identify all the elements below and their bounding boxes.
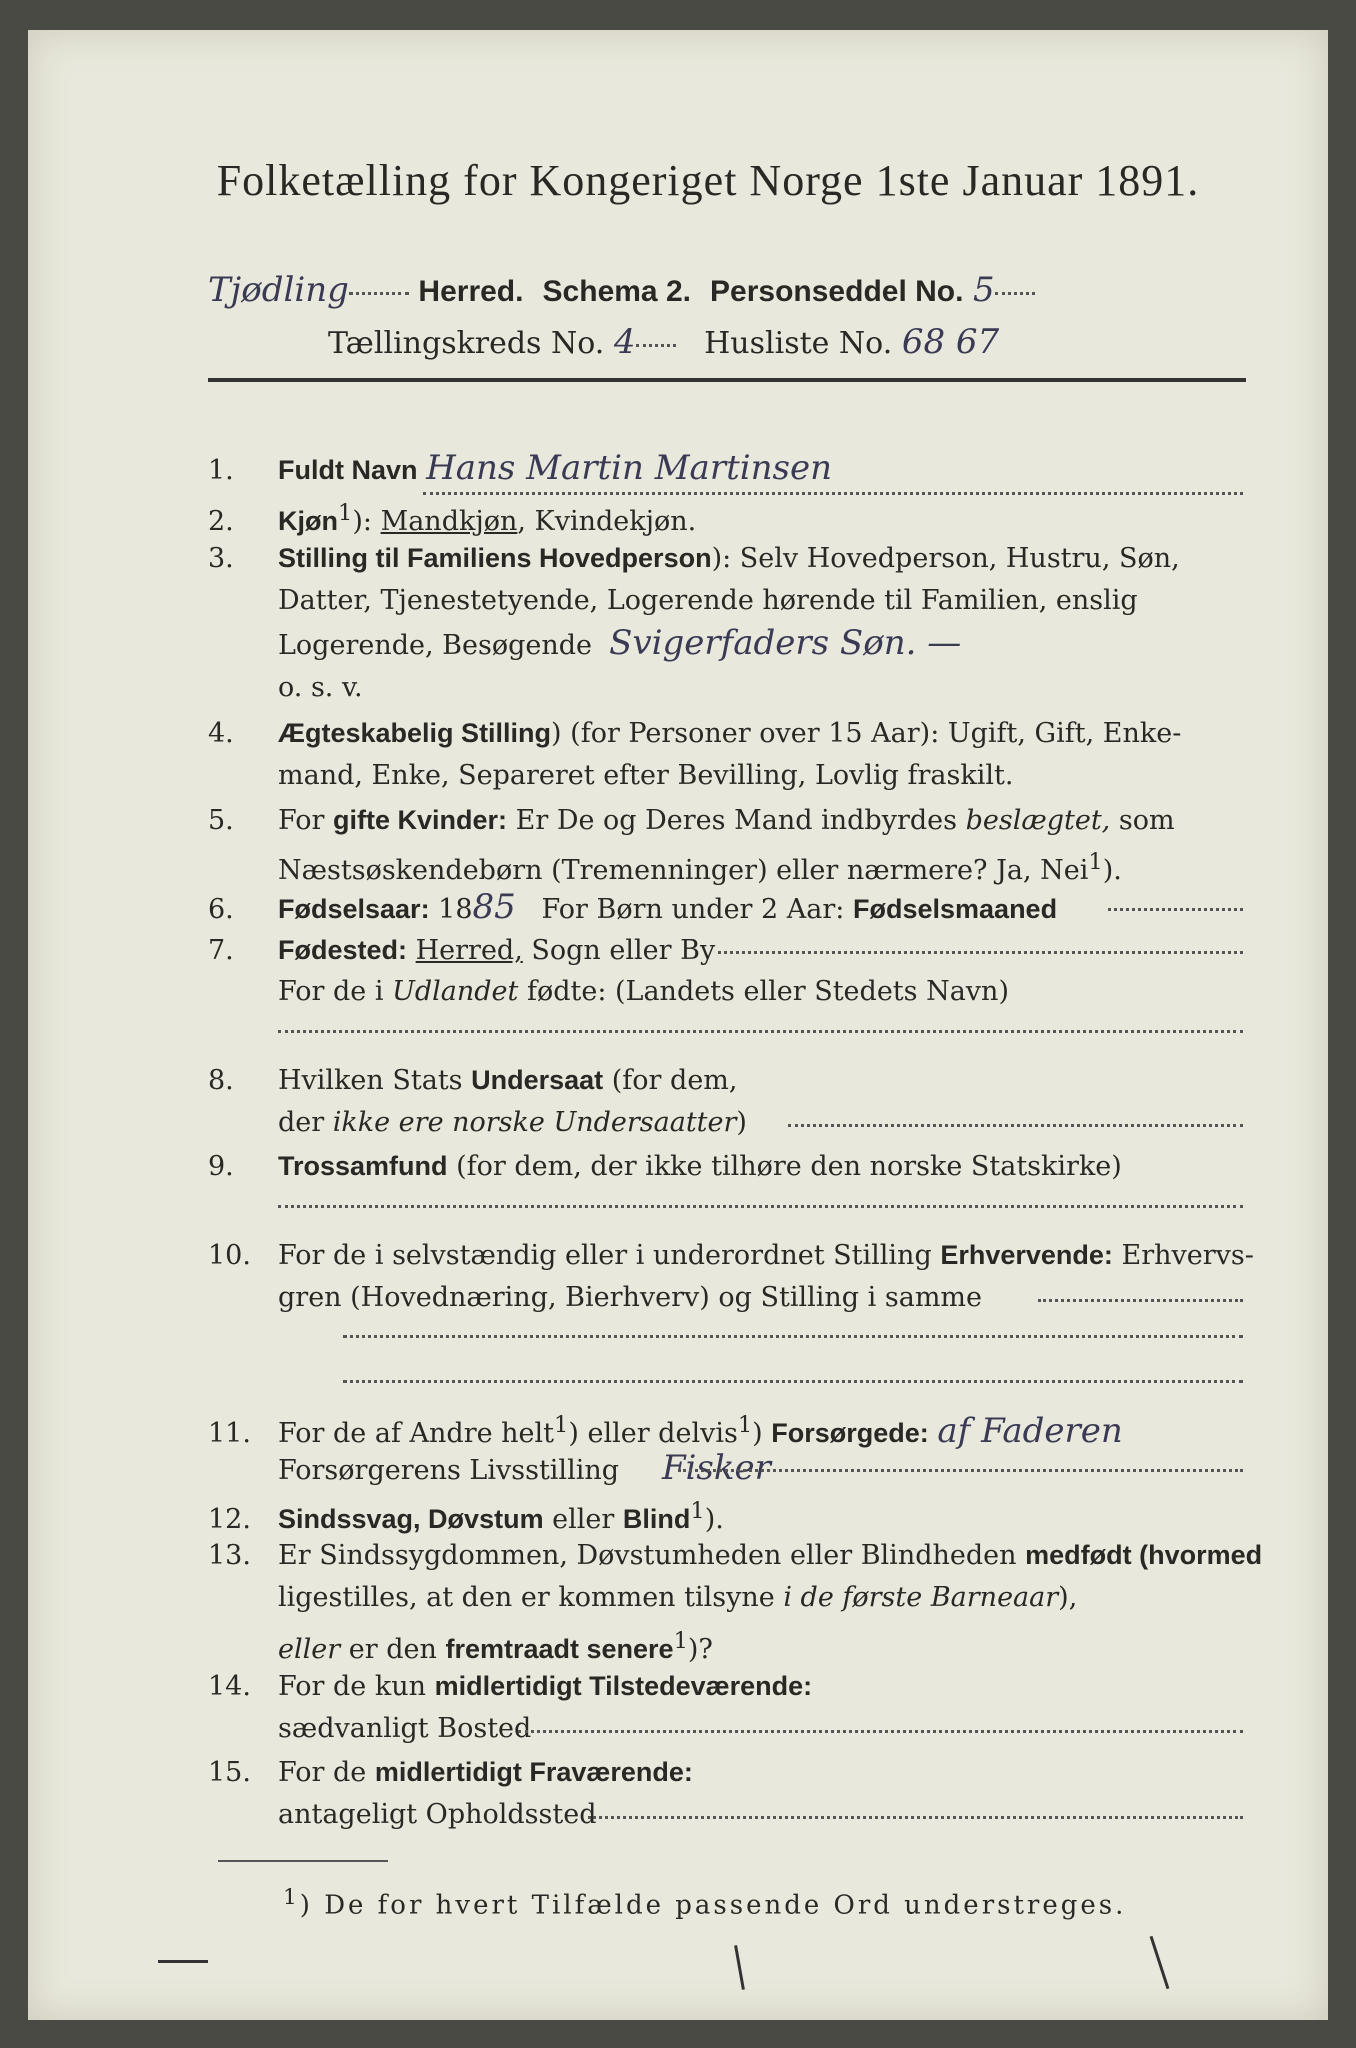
field-text: Sogn eller By bbox=[531, 935, 716, 966]
field-10-line-2: gren (Hovednæring, Bierhverv) og Stilling i samme bbox=[278, 1282, 983, 1313]
herred-line bbox=[208, 270, 1035, 310]
gender-option-female: , Kvindekjøn. bbox=[517, 506, 697, 537]
field-12-disability: 12. Sindssvag, Døvstum eller Blind$^1$). bbox=[208, 1491, 724, 1540]
field-label: Stilling til Familiens Hovedperson bbox=[278, 543, 712, 573]
field-text: ) (for Personer over 15 Aar): Ugift, Gift, Enke- bbox=[551, 718, 1182, 749]
kreds-value: 4 bbox=[613, 322, 636, 362]
field-number: 8. bbox=[208, 1065, 234, 1096]
field-number: 14. bbox=[208, 1671, 251, 1702]
field-15-temporary-absent bbox=[208, 1752, 693, 1793]
footnote-text: ) De for hvert Tilfælde passende Ord understreges. bbox=[299, 1890, 1127, 1921]
field-4-marital-status bbox=[208, 713, 1181, 754]
field-text: (for dem, der ikke tilhøre den norske Statskirke) bbox=[456, 1151, 1122, 1182]
schema-label: Schema 2. bbox=[542, 275, 691, 308]
field-3-line-4: o. s. v. bbox=[278, 672, 363, 703]
field-text: Hvilken Stats bbox=[278, 1065, 463, 1096]
field-label: Sindssvag, Døvstum bbox=[278, 1504, 544, 1534]
personseddel-label: Personseddel No. bbox=[710, 275, 964, 308]
field-5-married-women bbox=[208, 800, 1175, 841]
field-number: 5. bbox=[208, 805, 234, 836]
field-label: fremtraadt senere bbox=[445, 1634, 674, 1664]
field-label: Forsørgede: bbox=[771, 1418, 929, 1448]
field-text: ikke ere norske Undersaatter bbox=[332, 1107, 737, 1138]
field-2-gender bbox=[208, 493, 696, 542]
field-7-line-2 bbox=[278, 972, 1009, 1012]
field-text: For de bbox=[278, 1757, 367, 1788]
kreds-label: Tællingskreds No. bbox=[328, 326, 605, 361]
dotted-line bbox=[1038, 1299, 1243, 1302]
form-title: Folketælling for Kongeriget Norge 1ste Januar 1891. bbox=[216, 156, 1200, 205]
dotted-line bbox=[588, 1816, 1243, 1819]
field-text: Erhvervs- bbox=[1121, 1240, 1254, 1271]
field-text: beslægtet, bbox=[965, 805, 1111, 836]
dotted-line bbox=[278, 1205, 1243, 1208]
field-15-line-2: antageligt Opholdssted bbox=[278, 1799, 597, 1830]
field-label: Fødselsmaaned bbox=[853, 894, 1058, 924]
field-6-birth-year bbox=[208, 887, 1057, 930]
field-text: der bbox=[278, 1107, 325, 1138]
field-text: Næstsøskendebørn (Tremenninger) eller nærmere? Ja, Nei bbox=[278, 855, 1089, 886]
field-10-occupation bbox=[208, 1235, 1254, 1276]
header-rule bbox=[208, 378, 1246, 382]
field-label: Ægteskabelig Stilling bbox=[278, 718, 552, 748]
field-text: (for dem, bbox=[611, 1065, 738, 1096]
field-3-position bbox=[208, 538, 1180, 579]
field-14-temporary-present bbox=[208, 1666, 812, 1707]
field-label: Trossamfund bbox=[278, 1151, 448, 1181]
birthplace-option: Herred, bbox=[415, 935, 523, 966]
footnote-rule bbox=[218, 1860, 388, 1862]
dotted-line bbox=[718, 951, 1243, 954]
field-label: Fuldt Navn bbox=[278, 455, 418, 485]
field-label: Kjøn bbox=[278, 506, 338, 536]
field-number: 12. bbox=[208, 1504, 251, 1535]
dotted-line bbox=[678, 1469, 1243, 1472]
field-label: Fødselsaar: bbox=[278, 894, 430, 924]
field-number: 2. bbox=[208, 506, 234, 537]
husliste-value: 68 67 bbox=[901, 322, 1000, 362]
pencil-mark bbox=[734, 1945, 745, 1990]
herred-label: Herred. bbox=[418, 275, 524, 308]
provider-value: af Faderen bbox=[937, 1411, 1123, 1451]
dotted-line bbox=[518, 1730, 1243, 1733]
field-text: ): Selv Hovedperson, Hustru, Søn, bbox=[711, 543, 1180, 574]
field-label: Blind bbox=[622, 1504, 691, 1534]
field-text: Logerende, Besøgende bbox=[278, 630, 592, 661]
gender-option-male: Mandkjøn bbox=[380, 506, 518, 537]
field-label: Erhvervende: bbox=[940, 1240, 1113, 1270]
personseddel-value: 5 bbox=[973, 270, 995, 310]
field-11-provided-for: 11. For de af Andre helt$^1$) eller delvis$^1$) Forsørgede: af Faderen bbox=[208, 1405, 1123, 1454]
dotted-line bbox=[278, 1030, 1243, 1033]
field-text: For bbox=[278, 805, 325, 836]
field-4-line-2: mand, Enke, Separeret efter Bevilling, Lovlig fraskilt. bbox=[278, 760, 1014, 791]
field-13-congenital bbox=[208, 1535, 1262, 1576]
field-3-line-3 bbox=[278, 623, 961, 666]
dotted-line bbox=[343, 1380, 1243, 1383]
field-5-line-2: Næstsøskendebørn (Tremenninger) eller nærmere? Ja, Nei$^1$). bbox=[278, 849, 1122, 886]
herred-value: Tjødling bbox=[208, 270, 349, 310]
position-value: Svigerfaders Søn. — bbox=[609, 623, 962, 663]
field-text: 18 bbox=[438, 894, 473, 925]
field-label: gifte Kvinder: bbox=[333, 805, 508, 835]
field-1-full-name bbox=[208, 448, 832, 491]
field-13-line-3: eller er den fremtraadt senere$^1$)? bbox=[278, 1628, 713, 1665]
field-text: ligestilles, at den er kommen tilsyne bbox=[278, 1582, 775, 1613]
field-7-birthplace bbox=[208, 930, 715, 971]
pencil-mark bbox=[1150, 1936, 1170, 1989]
field-text: eller bbox=[278, 1634, 341, 1665]
kreds-line bbox=[328, 322, 999, 362]
field-text: Er De og Deres Mand indbyrdes bbox=[515, 805, 957, 836]
field-text: som bbox=[1118, 805, 1175, 836]
field-number: 10. bbox=[208, 1240, 251, 1271]
field-text: For de kun bbox=[278, 1671, 426, 1702]
field-label: Undersaat bbox=[471, 1065, 604, 1095]
field-label: midlertidigt Tilstedeværende: bbox=[434, 1671, 813, 1701]
birth-year-value: 85 bbox=[472, 887, 516, 927]
field-8-line-2: der ikke ere norske Undersaatter) bbox=[278, 1107, 747, 1138]
field-text: For de i bbox=[278, 976, 384, 1007]
census-form-page bbox=[28, 30, 1328, 2020]
field-text: ): bbox=[352, 506, 372, 537]
field-text: fødte: (Landets eller Stedets Navn) bbox=[526, 976, 1009, 1007]
field-number: 3. bbox=[208, 543, 234, 574]
field-number: 1. bbox=[208, 455, 234, 486]
field-text: Udlandet bbox=[392, 976, 519, 1007]
footnote-ref: 1 bbox=[338, 500, 353, 526]
pencil-mark bbox=[158, 1960, 208, 1963]
field-label: medfødt (hvormed bbox=[1025, 1540, 1263, 1570]
field-14-line-2: sædvanligt Bosted bbox=[278, 1713, 532, 1744]
provider-occupation-value: Fisker bbox=[661, 1448, 771, 1488]
husliste-label: Husliste No. bbox=[704, 326, 893, 361]
field-9-religion bbox=[208, 1146, 1122, 1187]
field-3-line-2: Datter, Tjenestetyende, Logerende hørende til Familien, enslig bbox=[278, 585, 1138, 616]
footnote-ref: 1 bbox=[283, 1885, 300, 1910]
field-text: For Børn under 2 Aar: bbox=[541, 894, 845, 925]
field-label: midlertidigt Fraværende: bbox=[374, 1757, 693, 1787]
field-number: 6. bbox=[208, 894, 234, 925]
field-number: 4. bbox=[208, 718, 234, 749]
field-text: er den bbox=[348, 1634, 437, 1665]
dotted-line bbox=[343, 1335, 1243, 1338]
field-text: eller bbox=[552, 1504, 615, 1535]
dotted-line bbox=[1108, 908, 1243, 911]
full-name-value: Hans Martin Martinsen bbox=[426, 448, 832, 488]
field-text: For de af Andre helt bbox=[278, 1418, 555, 1449]
field-text: Er Sindssygdommen, Døvstumheden eller Blindheden bbox=[278, 1540, 1017, 1571]
field-number: 9. bbox=[208, 1151, 234, 1182]
dotted-line bbox=[788, 1124, 1243, 1127]
field-8-citizenship bbox=[208, 1060, 737, 1101]
field-text: Forsørgerens Livsstilling bbox=[278, 1455, 620, 1486]
field-number: 15. bbox=[208, 1757, 251, 1788]
field-number: 11. bbox=[208, 1418, 251, 1449]
field-label: Fødested: bbox=[278, 935, 408, 965]
footnote bbox=[283, 1885, 1126, 1921]
field-number: 7. bbox=[208, 935, 234, 966]
field-text: ) eller delvis bbox=[568, 1418, 738, 1449]
field-13-line-2: ligestilles, at den er kommen tilsyne i de første Barneaar), bbox=[278, 1582, 1078, 1613]
field-number: 13. bbox=[208, 1540, 251, 1571]
field-text: i de første Barneaar bbox=[783, 1582, 1059, 1613]
field-text: For de i selvstændig eller i underordnet Stilling bbox=[278, 1240, 932, 1271]
